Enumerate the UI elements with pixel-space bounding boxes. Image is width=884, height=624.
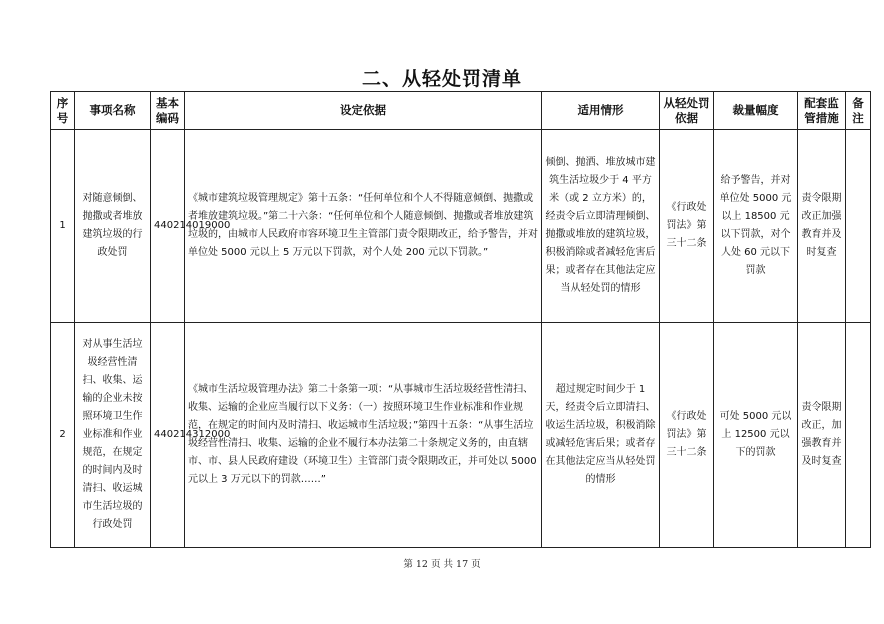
cell-range: 给予警告，并对单位处 5000 元以上 18500 元以下罚款，对个人处 60 元以下罚款 xyxy=(714,130,798,323)
cell-range: 可处 5000 元以上 12500 元以下的罚款 xyxy=(714,323,798,548)
col-header-code: 基本编码 xyxy=(151,92,185,130)
cell-basis: 《城市生活垃圾管理办法》第二十条第一项：“从事城市生活垃圾经营性清扫、收集、运输的企业应当履行以下义务：（一）按照环境卫生作业标准和作业规范，在规定的时间内及时清扫、收运城市生活垃圾；”第四十五条：“从事生活垃圾经营性清扫、收集、运输的企业不履行本办法第二十条规定义务的，由直辖市、市、县人民政府建设（环境卫生）主管部门责令限期改正，并可处以 5000 元以上 3 万元以下的罚款……” xyxy=(185,323,542,548)
col-header-note: 备注 xyxy=(846,92,871,130)
cell-name: 对从事生活垃圾经营性清扫、收集、运输的企业未按照环境卫生作业标准和作业规范，在规定的时间内及时清扫、收运城市生活垃圾的行政处罚 xyxy=(75,323,151,548)
cell-condition: 超过规定时间少于 1 天，经责令后立即清扫、收运生活垃圾，积极消除或减轻危害后果；或者存在其他法定应当从轻处罚的情形 xyxy=(542,323,660,548)
cell-basis: 《城市建筑垃圾管理规定》第十五条：“任何单位和个人不得随意倾倒、抛撒或者堆放建筑垃圾。”第二十六条：“任何单位和个人随意倾倒、抛撒或者堆放建筑垃圾的，由城市人民政府市容环境卫生主管部门责令限期改正，给予警告，并对单位处 5000 元以上 5 万元以下罚款，对个人处 200 元以下罚款。” xyxy=(185,130,542,323)
cell-code: 440214019000 xyxy=(151,130,185,323)
cell-measures: 责令限期改正，加强教育并及时复查 xyxy=(798,323,846,548)
cell-seq: 1 xyxy=(51,130,75,323)
cell-name: 对随意倾倒、抛撒或者堆放建筑垃圾的行政处罚 xyxy=(75,130,151,323)
table-header-row xyxy=(51,92,871,130)
col-header-name: 事项名称 xyxy=(75,92,151,130)
page-footer: 第 12 页 共 17 页 xyxy=(403,559,481,570)
col-header-condition: 适用情形 xyxy=(542,92,660,130)
cell-condition: 倾倒、抛洒、堆放城市建筑生活垃圾少于 4 平方米（或 2 立方米）的，经责令后立即清理倾倒、抛撒或堆放的建筑垃圾，积极消除或者减轻危害后果；或者存在其他法定应当从轻处罚的情形 xyxy=(542,130,660,323)
cell-measures: 责令限期改正加强教育并及时复查 xyxy=(798,130,846,323)
col-header-law: 从轻处罚依据 xyxy=(660,92,714,130)
penalty-list-table xyxy=(50,91,871,548)
cell-seq: 2 xyxy=(51,323,75,548)
col-header-seq: 序号 xyxy=(51,92,75,130)
table-row xyxy=(51,323,871,548)
col-header-range: 裁量幅度 xyxy=(714,92,798,130)
cell-law: 《行政处罚法》第三十二条 xyxy=(660,323,714,548)
cell-note xyxy=(846,130,871,323)
page-title: 二、从轻处罚清单 xyxy=(361,68,522,90)
col-header-measures: 配套监管措施 xyxy=(798,92,846,130)
table-row xyxy=(51,130,871,323)
col-header-basis: 设定依据 xyxy=(185,92,542,130)
cell-code: 440214312000 xyxy=(151,323,185,548)
cell-note xyxy=(846,323,871,548)
cell-law: 《行政处罚法》第三十二条 xyxy=(660,130,714,323)
